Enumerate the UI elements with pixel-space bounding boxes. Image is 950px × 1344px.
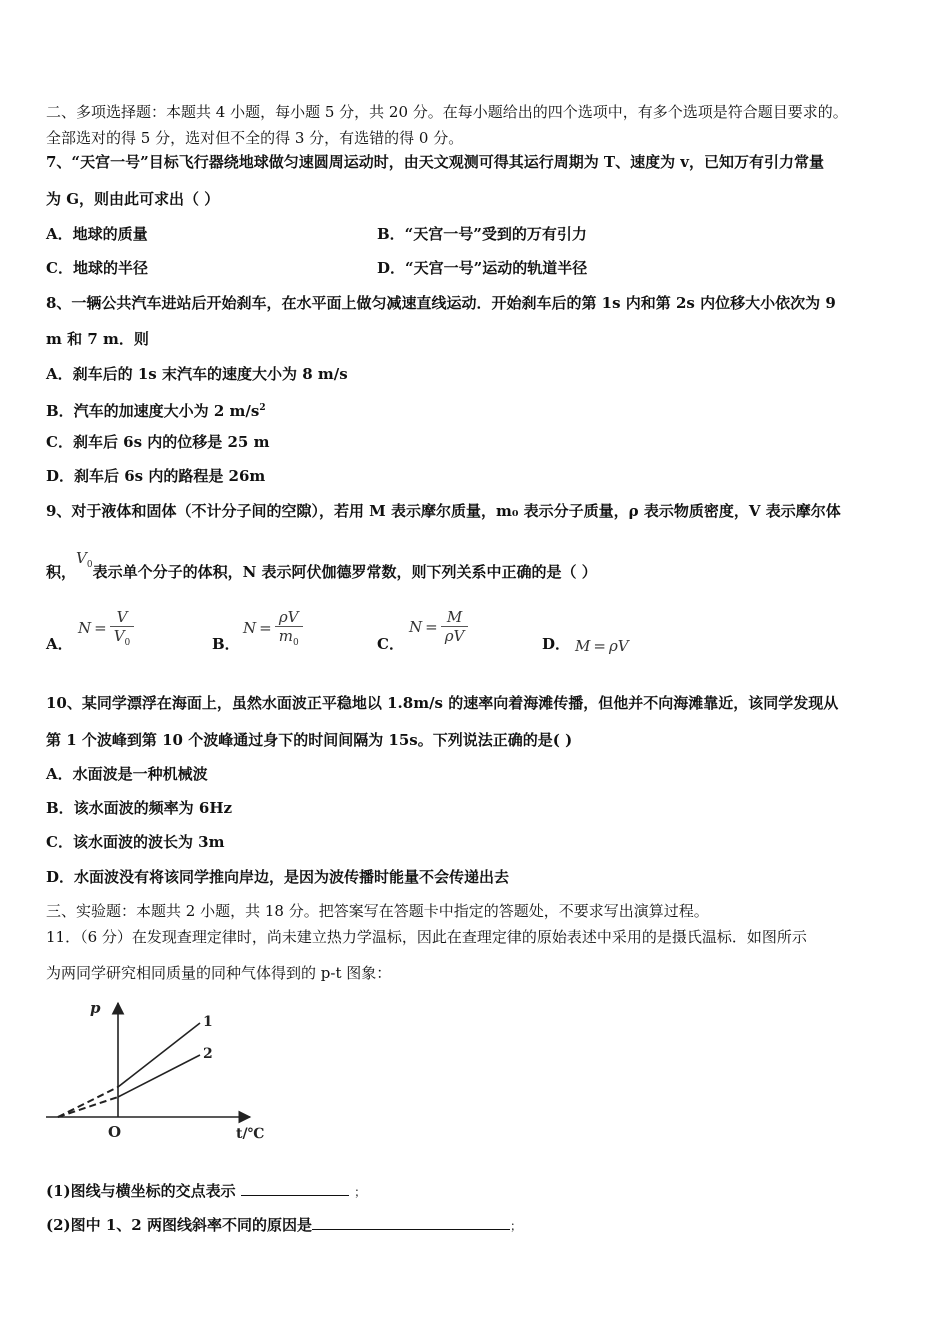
- q8-option-d: D．刹车后 6s 内的路程是 26m: [46, 467, 266, 485]
- q9-formula-b-den-subscript: 0: [292, 638, 299, 648]
- q9-formula-c: [409, 608, 468, 645]
- q10-option-b: B．该水面波的频率为 6Hz: [46, 799, 233, 817]
- q9-formula-a-den-letter: V: [113, 627, 125, 645]
- q9-option-a-label: A．: [46, 635, 73, 653]
- q9-formula-d-rhs: ρV: [608, 637, 629, 655]
- q9-formula-c-lhs: N: [409, 617, 423, 636]
- q8-stem-line-2: m 和 7 m．则: [46, 330, 149, 348]
- q9-stem-line-2-prefix: 积，: [46, 563, 77, 581]
- q11-sub2-answer-blank[interactable]: [312, 1229, 510, 1230]
- t-axis-label: t/℃: [236, 1126, 265, 1142]
- p-axis-label: p: [90, 999, 101, 1017]
- q9-v0-subscript: 0: [86, 560, 93, 570]
- q7-option-d: D．“天宫一号”运动的轨道半径: [377, 259, 588, 277]
- q9-formula-a: [78, 608, 134, 648]
- q9-formula-d-lhs: M: [575, 637, 591, 655]
- origin-label: O: [108, 1123, 122, 1141]
- q9-stem-line-2-suffix: 表示单个分子的体积，N 表示阿伏伽德罗常数，则下列关系中正确的是（ ）: [92, 563, 597, 581]
- q7-option-b: B．“天宫一号”受到的万有引力: [377, 225, 587, 243]
- q11-stem-line-2: 为两同学研究相同质量的同种气体得到的 p-t 图象：: [46, 964, 392, 982]
- q10-stem-line-1: 10、某同学漂浮在海面上，虽然水面波正平稳地以 1.8m/s 的速率向着海滩传播，但他并不向海滩靠近，该同学发现从: [46, 694, 839, 712]
- q11-sub1-end: ；: [354, 1185, 367, 1199]
- q9-option-d-label: D．: [542, 635, 571, 653]
- q8-option-a: A．刹车后的 1s 末汽车的速度大小为 8 m/s: [46, 365, 348, 383]
- q11-subquestion-2: [46, 1215, 522, 1236]
- q8-option-b: [46, 398, 266, 421]
- q9-formula-c-numerator: M: [441, 608, 469, 627]
- q11-sub1-text: (1)图线与横坐标的交点表示: [46, 1182, 236, 1200]
- q9-formula-b-denominator: [275, 627, 303, 648]
- graph-line-2: [118, 1055, 200, 1097]
- q9-v0-symbol: [76, 549, 93, 570]
- q10-option-c: C．该水面波的波长为 3m: [46, 833, 225, 851]
- q10-option-a: A．水面波是一种机械波: [46, 765, 208, 783]
- q9-formula-b-den-letter: m: [278, 627, 293, 645]
- q9-v0-letter: V: [76, 549, 87, 567]
- q9-option-b-label: B．: [212, 635, 240, 653]
- q11-sub2-text: (2)图中 1、2 两图线斜率不同的原因是: [46, 1216, 312, 1234]
- q11-sub1-answer-blank[interactable]: [241, 1195, 349, 1196]
- q7-stem-line-1: 7、“天宫一号”目标飞行器绕地球做匀速圆周运动时，由天文观测可得其运行周期为 T、速度为 v，已知万有引力常量: [46, 153, 825, 171]
- q9-formula-b-fraction: [275, 608, 303, 648]
- q9-formula-d-eq: =: [593, 637, 606, 655]
- line-1-label: 1: [203, 1014, 213, 1030]
- q8-option-b-exponent: 2: [259, 403, 266, 413]
- graph-line-1-extension: [58, 1087, 118, 1117]
- q9-formula-b: [243, 608, 303, 648]
- q9-formula-b-eq: =: [259, 619, 272, 637]
- section-2-line-1: 二、多项选择题：本题共 4 小题，每小题 5 分，共 20 分。在每小题给出的四个选项中，有多个选项是符合题目要求的。: [46, 103, 848, 121]
- q9-formula-d: [575, 636, 629, 655]
- graph-line-1: [118, 1023, 200, 1087]
- q9-stem-line-1: 9、对于液体和固体（不计分子间的空隙），若用 M 表示摩尔质量，m₀ 表示分子质量，ρ 表示物质密度，V 表示摩尔体: [46, 502, 841, 520]
- q7-option-a: A．地球的质量: [46, 225, 148, 243]
- line-2-label: 2: [203, 1046, 213, 1062]
- q7-option-c: C．地球的半径: [46, 259, 148, 277]
- q9-formula-c-fraction: [441, 608, 469, 645]
- q9-formula-c-denominator: ρV: [444, 627, 465, 645]
- section-2-line-2: 全部选对的得 5 分，选对但不全的得 3 分，有选错的得 0 分。: [46, 129, 464, 147]
- q9-formula-b-lhs: N: [243, 619, 257, 637]
- q9-formula-a-lhs: N: [78, 619, 92, 637]
- q9-formula-a-denominator: [110, 627, 135, 648]
- q9-formula-a-fraction: [110, 608, 135, 648]
- q10-option-d: D．水面波没有将该同学推向岸边，是因为波传播时能量不会传递出去: [46, 868, 510, 886]
- graph-line-2-extension: [58, 1097, 118, 1117]
- q8-stem-line-1: 8、一辆公共汽车进站后开始刹车，在水平面上做匀减速直线运动．开始刹车后的第 1s 内和第 2s 内位移大小依次为 9: [46, 294, 836, 312]
- q8-option-b-text: B．汽车的加速度大小为 2 m/s: [46, 402, 260, 420]
- q8-option-c: C．刹车后 6s 内的位移是 25 m: [46, 433, 270, 451]
- q9-formula-c-eq: =: [425, 617, 438, 636]
- section-3-line-1: 三、实验题：本题共 2 小题，共 18 分。把答案写在答题卡中指定的答题处，不要求写出演算过程。: [46, 902, 709, 920]
- q9-formula-a-numerator: V: [110, 608, 135, 627]
- q7-stem-line-2: 为 G，则由此可求出（ ）: [46, 190, 220, 208]
- q11-stem-line-1: 11．（6 分）在发现查理定律时，尚未建立热力学温标，因此在查理定律的原始表述中采用的是摄氏温标．如图所示: [46, 928, 807, 946]
- q9-stem-line-2: [46, 549, 597, 589]
- q9-option-c-label: C．: [377, 635, 404, 653]
- q9-formula-a-den-subscript: 0: [124, 638, 131, 648]
- q10-stem-line-2: 第 1 个波峰到第 10 个波峰通过身下的时间间隔为 15s。下列说法正确的是( ): [46, 731, 573, 749]
- q11-sub2-end: ；: [509, 1219, 522, 1233]
- p-t-graph: [40, 995, 280, 1145]
- q9-formula-a-eq: =: [94, 619, 107, 637]
- q9-formula-b-numerator: ρV: [275, 608, 303, 627]
- q11-subquestion-1: [46, 1181, 366, 1202]
